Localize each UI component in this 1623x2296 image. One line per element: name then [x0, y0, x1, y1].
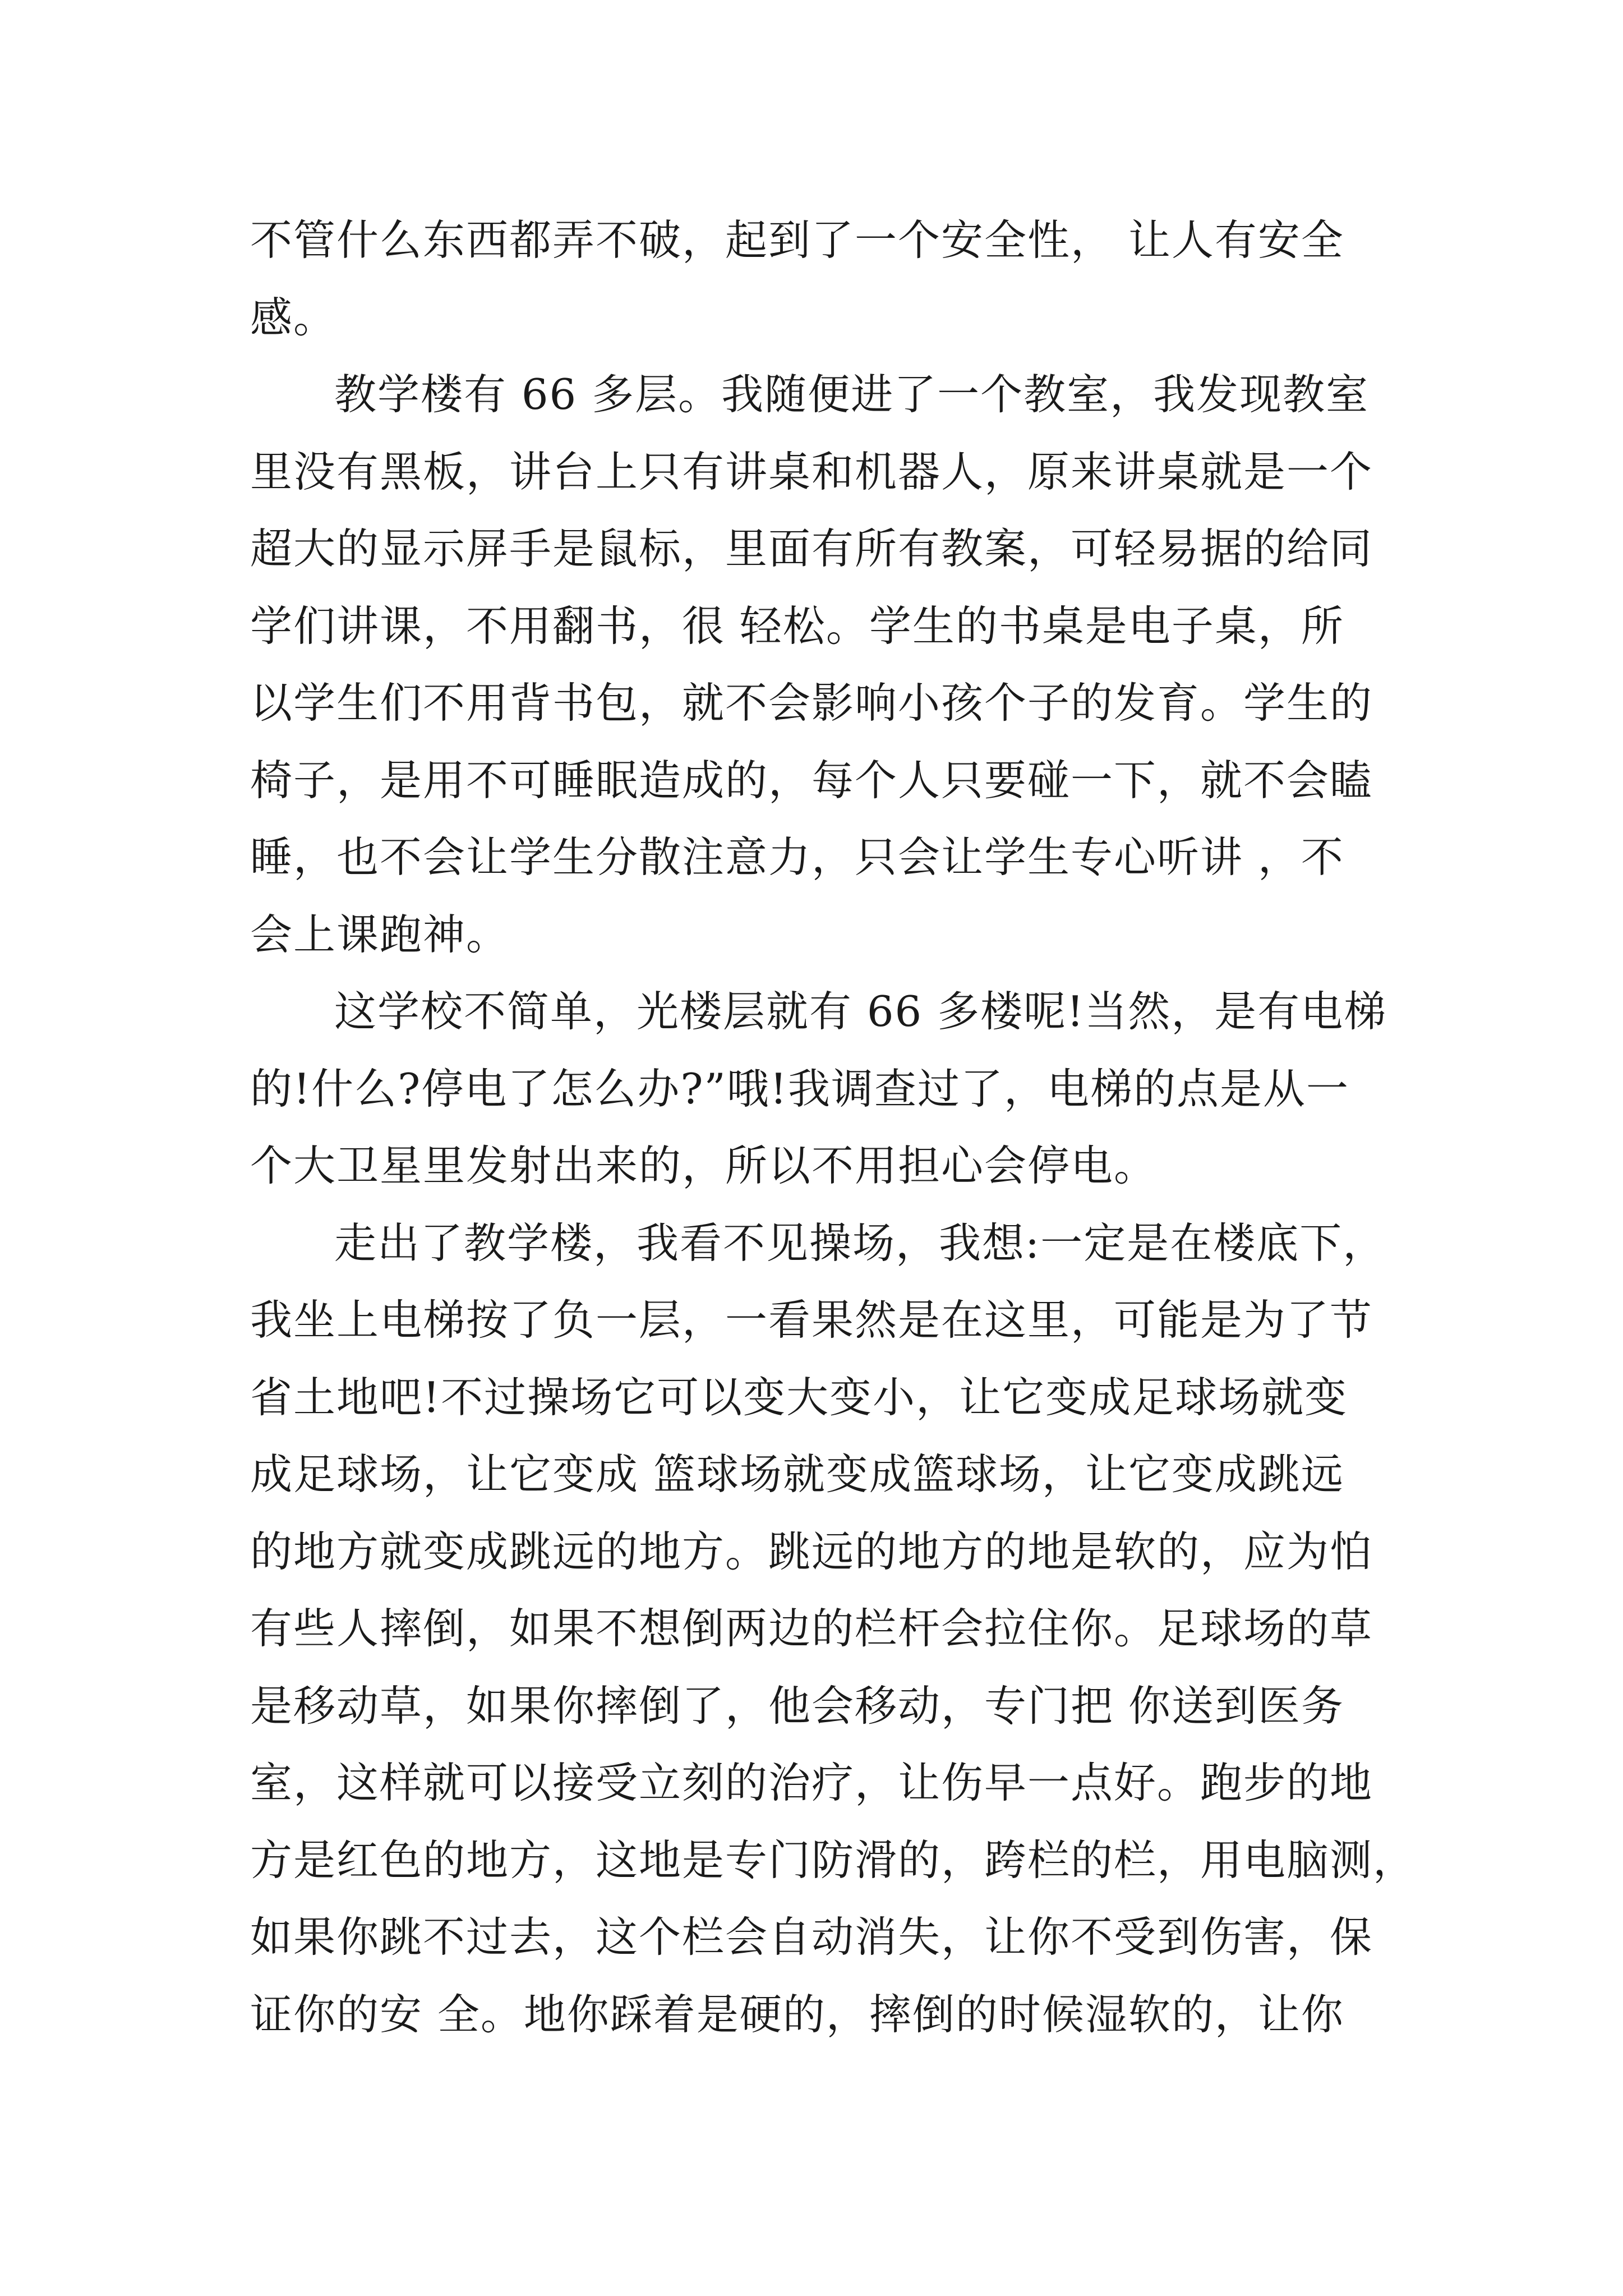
text-line: 有些人摔倒，如果不想倒两边的栏杆会拉住你。足球场的草 [250, 1604, 1373, 1653]
text-line: 证你的安 全。地你踩着是硬的，摔倒的时候湿软的，让你 [250, 1989, 1344, 2039]
text-line: 椅子，是用不可睡眠造成的，每个人只要碰一下，就不会瞌 [250, 755, 1373, 805]
text-line: 省土地吧!不过操场它可以变大变小，让它变成足球场就变 [250, 1372, 1348, 1422]
paragraph-first-line: 教学楼有 66 多层。我随便进了一个教室，我发现教室 [334, 370, 1370, 419]
text-line: 如果你跳不过去，这个栏会自动消失，让你不受到伤害，保 [250, 1912, 1373, 1962]
text-line: 的!什么?停电了怎么办?”哦!我调查过了，电梯的点是从一 [250, 1064, 1350, 1114]
text-line: 不管什么东西都弄不破，起到了一个安全性， 让人有安全 [250, 215, 1344, 265]
text-line: 室，这样就可以接受立刻的治疗，让伤早一点好。跑步的地 [250, 1758, 1373, 1807]
text-line: 我坐上电梯按了负一层，一看果然是在这里，可能是为了节 [250, 1295, 1373, 1345]
text-line: 超大的显示屏手是鼠标，里面有所有教案，可轻易据的给同 [250, 524, 1373, 573]
paragraph-first-line: 走出了教学楼，我看不见操场，我想:一定是在楼底下， [334, 1218, 1386, 1268]
text-line: 方是红色的地方，这地是专门防滑的，跨栏的栏，用电脑测， [250, 1835, 1417, 1885]
text-line: 的地方就变成跳远的地方。跳远的地方的地是软的，应为怕 [250, 1526, 1373, 1576]
text-line: 睡，也不会让学生分散注意力，只会让学生专心听讲 ，不 [250, 832, 1344, 882]
text-line: 里没有黑板，讲台上只有讲桌和机器人，原来讲桌就是一个 [250, 447, 1373, 496]
text-line: 会上课跑神。 [250, 909, 510, 959]
text-line: 成足球场，让它变成 篮球场就变成篮球场，让它变成跳远 [250, 1450, 1344, 1499]
text-line: 是移动草，如果你摔倒了，他会移动，专门把 你送到医务 [250, 1681, 1344, 1731]
text-line: 学们讲课，不用翻书，很 轻松。学生的书桌是电子桌，所 [250, 601, 1344, 651]
document-body [250, 202, 1417, 2053]
text-line: 个大卫星里发射出来的，所以不用担心会停电。 [250, 1141, 1158, 1190]
text-line: 感。 [250, 292, 337, 342]
paragraph-first-line: 这学校不简单，光楼层就有 66 多楼呢!当然，是有电梯 [334, 987, 1387, 1036]
text-line: 以学生们不用背书包，就不会影响小孩个子的发育。学生的 [250, 678, 1373, 728]
